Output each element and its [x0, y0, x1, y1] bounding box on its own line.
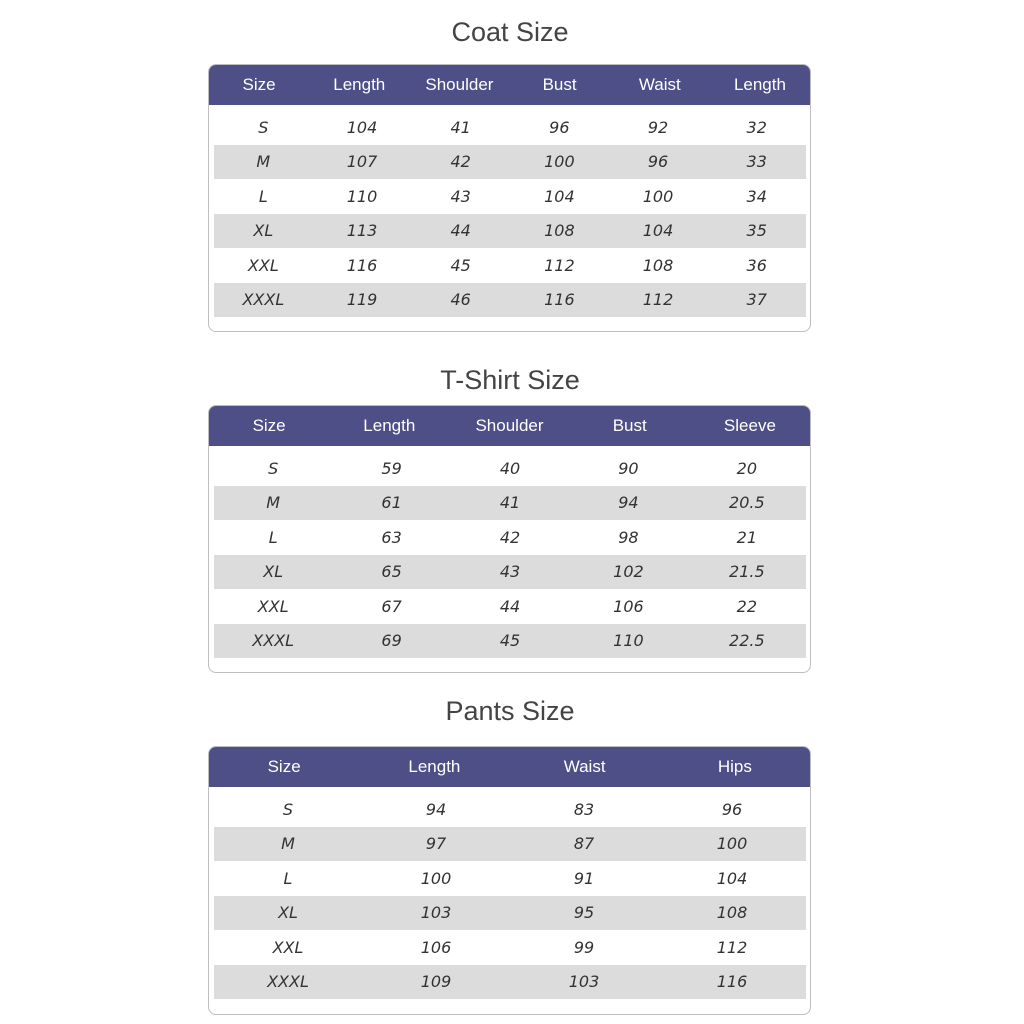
- measurement-cell: 95: [573, 903, 595, 923]
- measurement-cell: 110: [346, 186, 378, 206]
- measurement-cell: 104: [642, 221, 674, 241]
- table-row: [214, 110, 806, 145]
- measurement-cell: 42: [499, 527, 521, 547]
- measurement-cell: 116: [544, 290, 575, 310]
- measurement-cell: 44: [450, 221, 471, 241]
- measurement-cell: 103: [420, 903, 452, 923]
- measurement-cell: 91: [573, 868, 595, 888]
- measurement-cell: 87: [573, 834, 595, 854]
- measurement-cell: 106: [613, 596, 644, 616]
- size-label-cell: M: [266, 493, 281, 513]
- size-label-cell: L: [258, 186, 268, 206]
- table-row: [214, 145, 806, 180]
- tshirt-size-title: T-Shirt Size: [440, 365, 580, 395]
- measurement-cell: 96: [549, 117, 570, 137]
- measurement-cell: 99: [573, 937, 595, 957]
- measurement-cell: 33: [746, 152, 767, 172]
- measurement-cell: 45: [450, 255, 471, 275]
- table-body: [209, 787, 810, 999]
- measurement-cell: 100: [642, 186, 674, 206]
- table-row: [214, 827, 806, 862]
- measurement-cell: 94: [425, 799, 447, 819]
- measurement-cell: 107: [346, 152, 378, 172]
- column-header: Waist: [563, 757, 606, 776]
- measurement-cell: 45: [499, 631, 521, 651]
- table-body: [209, 105, 810, 317]
- size-label-cell: L: [283, 868, 293, 888]
- measurement-cell: 35: [746, 221, 767, 241]
- measurement-cell: 103: [568, 972, 600, 992]
- measurement-cell: 94: [618, 493, 639, 513]
- table-row: [214, 451, 806, 486]
- measurement-cell: 59: [381, 458, 402, 478]
- measurement-cell: 63: [381, 527, 402, 547]
- table-row: [214, 486, 806, 521]
- table-row: [214, 792, 806, 827]
- table-row: [214, 965, 806, 1000]
- pants-size-table: [208, 746, 811, 1015]
- measurement-cell: 21: [736, 527, 757, 547]
- column-header: Hips: [717, 757, 752, 776]
- column-header: Length: [333, 75, 386, 94]
- column-header: Size: [267, 757, 301, 776]
- measurement-cell: 22.5: [729, 631, 765, 651]
- column-header: Shoulder: [475, 416, 544, 435]
- measurement-cell: 97: [425, 834, 447, 854]
- table-row: [214, 555, 806, 590]
- size-label-cell: XXXL: [252, 631, 295, 651]
- size-label-cell: L: [268, 527, 278, 547]
- size-label-cell: S: [282, 799, 294, 819]
- size-label-cell: XXL: [257, 596, 289, 616]
- measurement-cell: 108: [544, 221, 575, 241]
- measurement-cell: 42: [450, 152, 471, 172]
- measurement-cell: 44: [499, 596, 521, 616]
- size-label-cell: XXL: [272, 937, 304, 957]
- column-header: Length: [733, 75, 786, 94]
- measurement-cell: 104: [716, 868, 748, 888]
- table-row: [214, 214, 806, 249]
- measurement-cell: 21.5: [729, 562, 765, 582]
- column-header: Size: [242, 75, 276, 94]
- table-header-row: [209, 406, 810, 446]
- measurement-cell: 37: [746, 290, 767, 310]
- measurement-cell: 100: [420, 868, 452, 888]
- measurement-cell: 32: [746, 117, 767, 137]
- table-row: [214, 861, 806, 896]
- measurement-cell: 34: [746, 186, 767, 206]
- coat-size-table: [208, 64, 811, 332]
- measurement-cell: 110: [613, 631, 644, 651]
- measurement-cell: 96: [647, 152, 669, 172]
- column-header: Sleeve: [723, 416, 776, 435]
- measurement-cell: 100: [716, 834, 748, 854]
- measurement-cell: 92: [647, 117, 669, 137]
- measurement-cell: 104: [346, 117, 378, 137]
- size-label-cell: XL: [263, 562, 284, 582]
- measurement-cell: 112: [642, 290, 674, 310]
- measurement-cell: 90: [618, 458, 639, 478]
- column-header: Bust: [612, 416, 647, 435]
- measurement-cell: 83: [573, 799, 595, 819]
- table-row: [214, 589, 806, 624]
- tshirt-size-table: [208, 405, 811, 673]
- measurement-cell: 116: [346, 255, 378, 275]
- size-label-cell: XL: [253, 221, 274, 241]
- measurement-cell: 96: [721, 799, 743, 819]
- column-header: Size: [252, 416, 286, 435]
- table-row: [214, 930, 806, 965]
- pants-size-title: Pants Size: [445, 696, 575, 726]
- table-row: [214, 179, 806, 214]
- measurement-cell: 106: [420, 937, 452, 957]
- size-label-cell: S: [258, 117, 269, 137]
- table-row: [214, 520, 806, 555]
- measurement-cell: 104: [544, 186, 575, 206]
- measurement-cell: 20.5: [729, 493, 765, 513]
- table-row: [214, 624, 806, 659]
- column-header: Length: [363, 416, 416, 435]
- measurement-cell: 100: [544, 152, 575, 172]
- size-label-cell: M: [256, 152, 271, 172]
- table-row: [214, 248, 806, 283]
- size-label-cell: S: [268, 458, 279, 478]
- coat-size-title: Coat Size: [451, 17, 569, 47]
- table-row: [214, 283, 806, 318]
- size-label-cell: M: [281, 834, 295, 854]
- measurement-cell: 41: [499, 493, 521, 513]
- measurement-cell: 112: [716, 937, 748, 957]
- measurement-cell: 43: [450, 186, 471, 206]
- column-header: Waist: [638, 75, 681, 94]
- measurement-cell: 112: [544, 255, 575, 275]
- table-header-row: [209, 65, 810, 105]
- measurement-cell: 119: [346, 290, 378, 310]
- size-label-cell: XXL: [247, 255, 279, 275]
- measurement-cell: 41: [450, 117, 471, 137]
- column-header: Shoulder: [425, 75, 494, 94]
- measurement-cell: 116: [716, 972, 748, 992]
- measurement-cell: 65: [381, 562, 402, 582]
- measurement-cell: 22: [736, 596, 757, 616]
- size-label-cell: XL: [278, 903, 298, 923]
- measurement-cell: 108: [642, 255, 674, 275]
- measurement-cell: 46: [450, 290, 471, 310]
- measurement-cell: 108: [716, 903, 748, 923]
- measurement-cell: 69: [381, 631, 402, 651]
- size-label-cell: XXXL: [267, 972, 309, 992]
- measurement-cell: 98: [618, 527, 639, 547]
- measurement-cell: 102: [613, 562, 644, 582]
- table-header-row: [209, 747, 810, 787]
- measurement-cell: 20: [736, 458, 757, 478]
- table-row: [214, 896, 806, 931]
- measurement-cell: 113: [346, 221, 378, 241]
- table-body: [209, 446, 810, 658]
- measurement-cell: 67: [381, 596, 402, 616]
- measurement-cell: 36: [746, 255, 767, 275]
- size-label-cell: XXXL: [242, 290, 285, 310]
- column-header: Length: [408, 757, 461, 776]
- measurement-cell: 43: [499, 562, 521, 582]
- column-header: Bust: [542, 75, 577, 94]
- measurement-cell: 109: [420, 972, 452, 992]
- measurement-cell: 40: [499, 458, 521, 478]
- measurement-cell: 61: [381, 493, 402, 513]
